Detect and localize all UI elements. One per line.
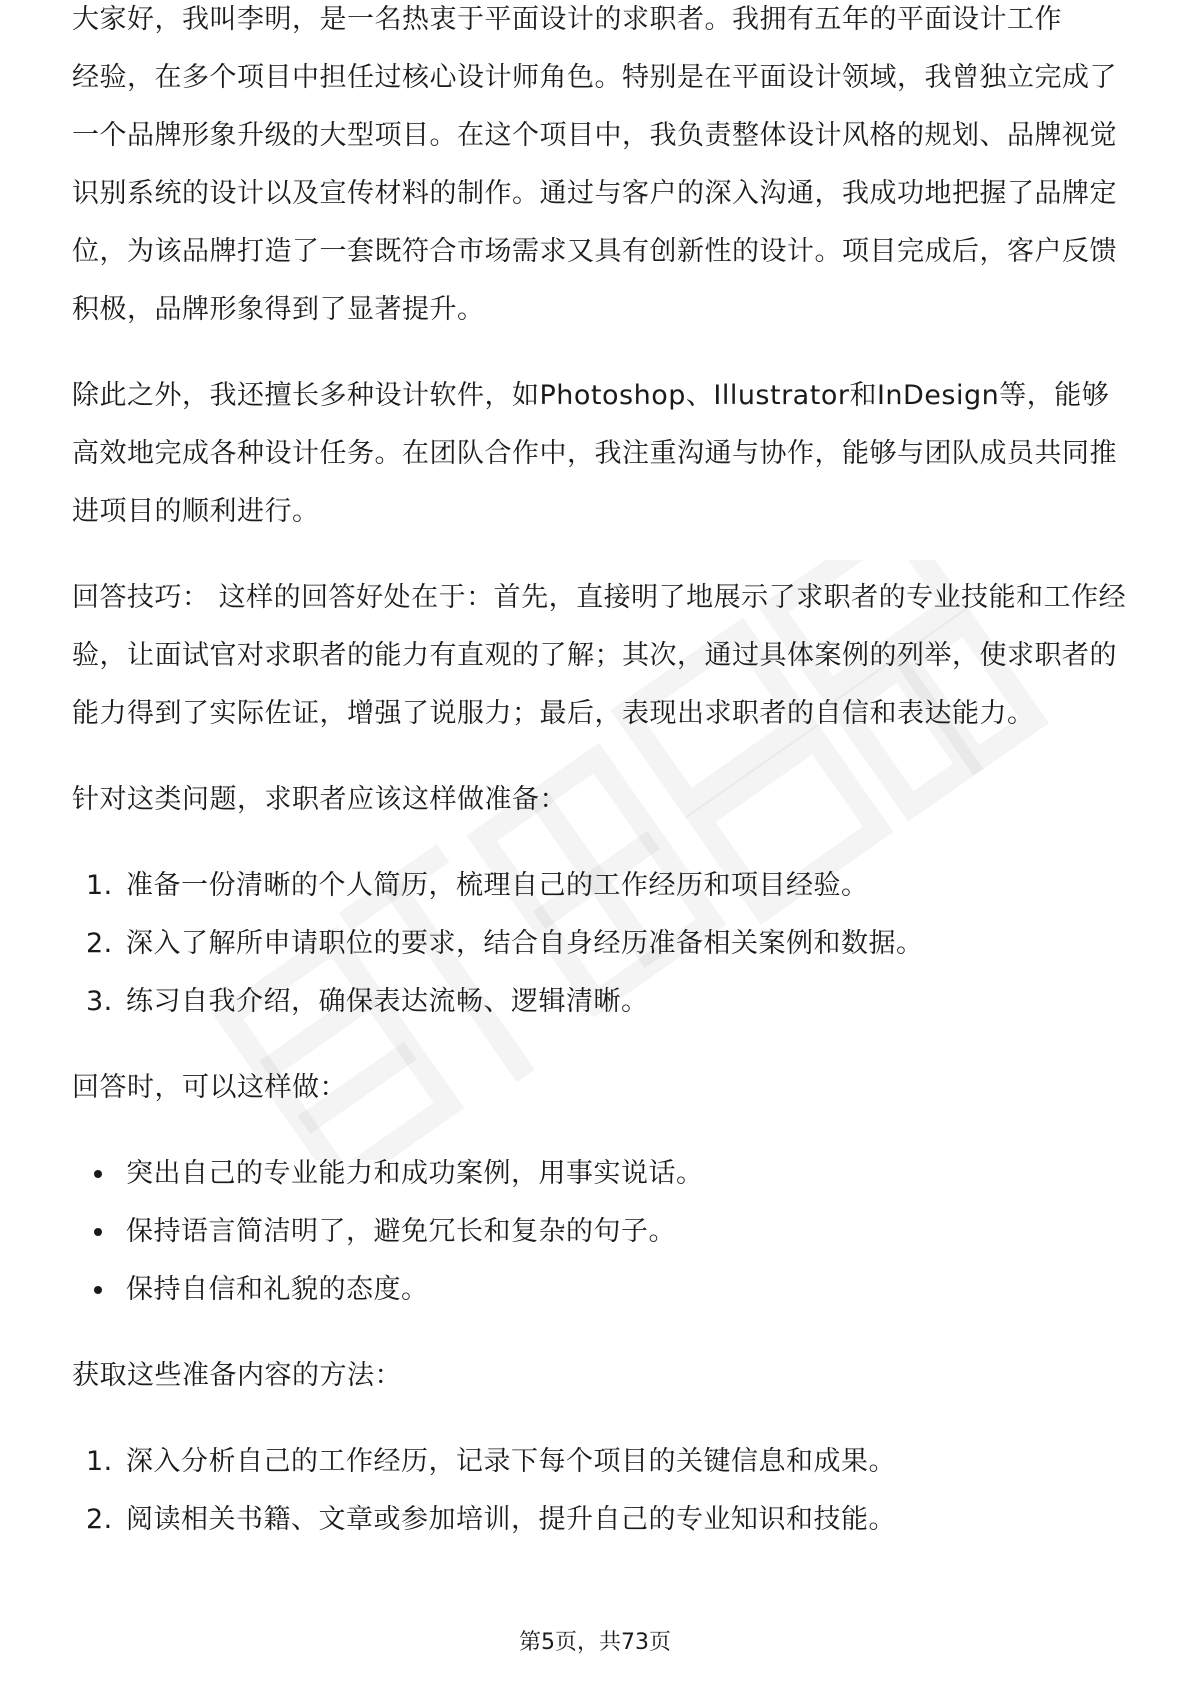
list-item-number: 3.: [86, 986, 113, 1017]
page-number: 第5页，共73页: [519, 1630, 671, 1655]
bullet-icon: [94, 1170, 102, 1178]
list-item: [72, 1261, 1132, 1319]
method-heading: 获取这些准备内容的方法：: [72, 1360, 402, 1391]
paragraph-experience: 经验，在多个项目中担任过核心设计师角色。特别是在平面设计领域，我曾独立完成了一个品牌形象升级的大型项目。在这个项目中，我负责整体设计风格的规划、品牌视觉识别系统的设计以及宣传材料的制作。通过与客户的深入沟通，我成功地把握了品牌定位，为该品牌打造了一套既符合市场需求又具有创新性的设计。项目完成后，客户反馈积极，品牌形象得到了显著提升。: [72, 62, 1117, 325]
prep-heading: 针对这类问题，求职者应该这样做准备：: [72, 784, 567, 815]
prep-steps-list: [72, 857, 1132, 1031]
paragraph-answer-tips: 回答技巧： 这样的回答好处在于：首先，直接明了地展示了求职者的专业技能和工作经验，让面试官对求职者的能力有直观的了解；其次，通过具体案例的列举，使求职者的能力得到了实际佐证，增强了说服力；最后，表现出求职者的自信和表达能力。: [72, 582, 1127, 729]
list-item: [72, 915, 1132, 973]
list-item-number: 1.: [86, 870, 113, 901]
list-item: [72, 857, 1132, 915]
list-item-text: 保持语言简洁明了，避免冗长和复杂的句子。: [126, 1216, 676, 1247]
list-item-number: 2.: [86, 1504, 113, 1535]
bullet-icon: [94, 1228, 102, 1236]
list-item-text: 阅读相关书籍、文章或参加培训，提升自己的专业知识和技能。: [126, 1504, 896, 1535]
paragraph-software-skills: 除此之外，我还擅长多种设计软件，如Photoshop、Illustrator和InDesign等，能够高效地完成各种设计任务。在团队合作中，我注重沟通与协作，能够与团队成员共同推进项目的顺利进行。: [72, 380, 1117, 527]
list-item: [72, 973, 1132, 1031]
list-item-text: 保持自信和礼貌的态度。: [126, 1274, 429, 1305]
answer-heading: 回答时，可以这样做：: [72, 1072, 347, 1103]
list-item: [72, 1433, 1132, 1491]
list-item: [72, 1203, 1132, 1261]
list-item-number: 1.: [86, 1446, 113, 1477]
list-item-text: 练习自我介绍，确保表达流畅、逻辑清晰。: [126, 986, 649, 1017]
list-item: [72, 1145, 1132, 1203]
list-item-number: 2.: [86, 928, 113, 959]
list-item-text: 深入分析自己的工作经历，记录下每个项目的关键信息和成果。: [126, 1446, 896, 1477]
document-body: [72, 4, 1132, 1577]
bullet-icon: [94, 1286, 102, 1294]
method-steps-list: [72, 1433, 1132, 1549]
list-item-text: 突出自己的专业能力和成功案例，用事实说话。: [126, 1158, 704, 1189]
list-item: [72, 1491, 1132, 1549]
answer-tips-list: [72, 1145, 1132, 1319]
top-partial-line: [72, 0, 1132, 49]
list-item-text: 深入了解所申请职位的要求，结合自身经历准备相关案例和数据。: [126, 928, 924, 959]
top-partial-text: 大家好，我叫李明，是一名热衷于平面设计的求职者。我拥有五年的平面设计工作: [72, 4, 1062, 35]
list-item-text: 准备一份清晰的个人简历，梳理自己的工作经历和项目经验。: [126, 870, 869, 901]
